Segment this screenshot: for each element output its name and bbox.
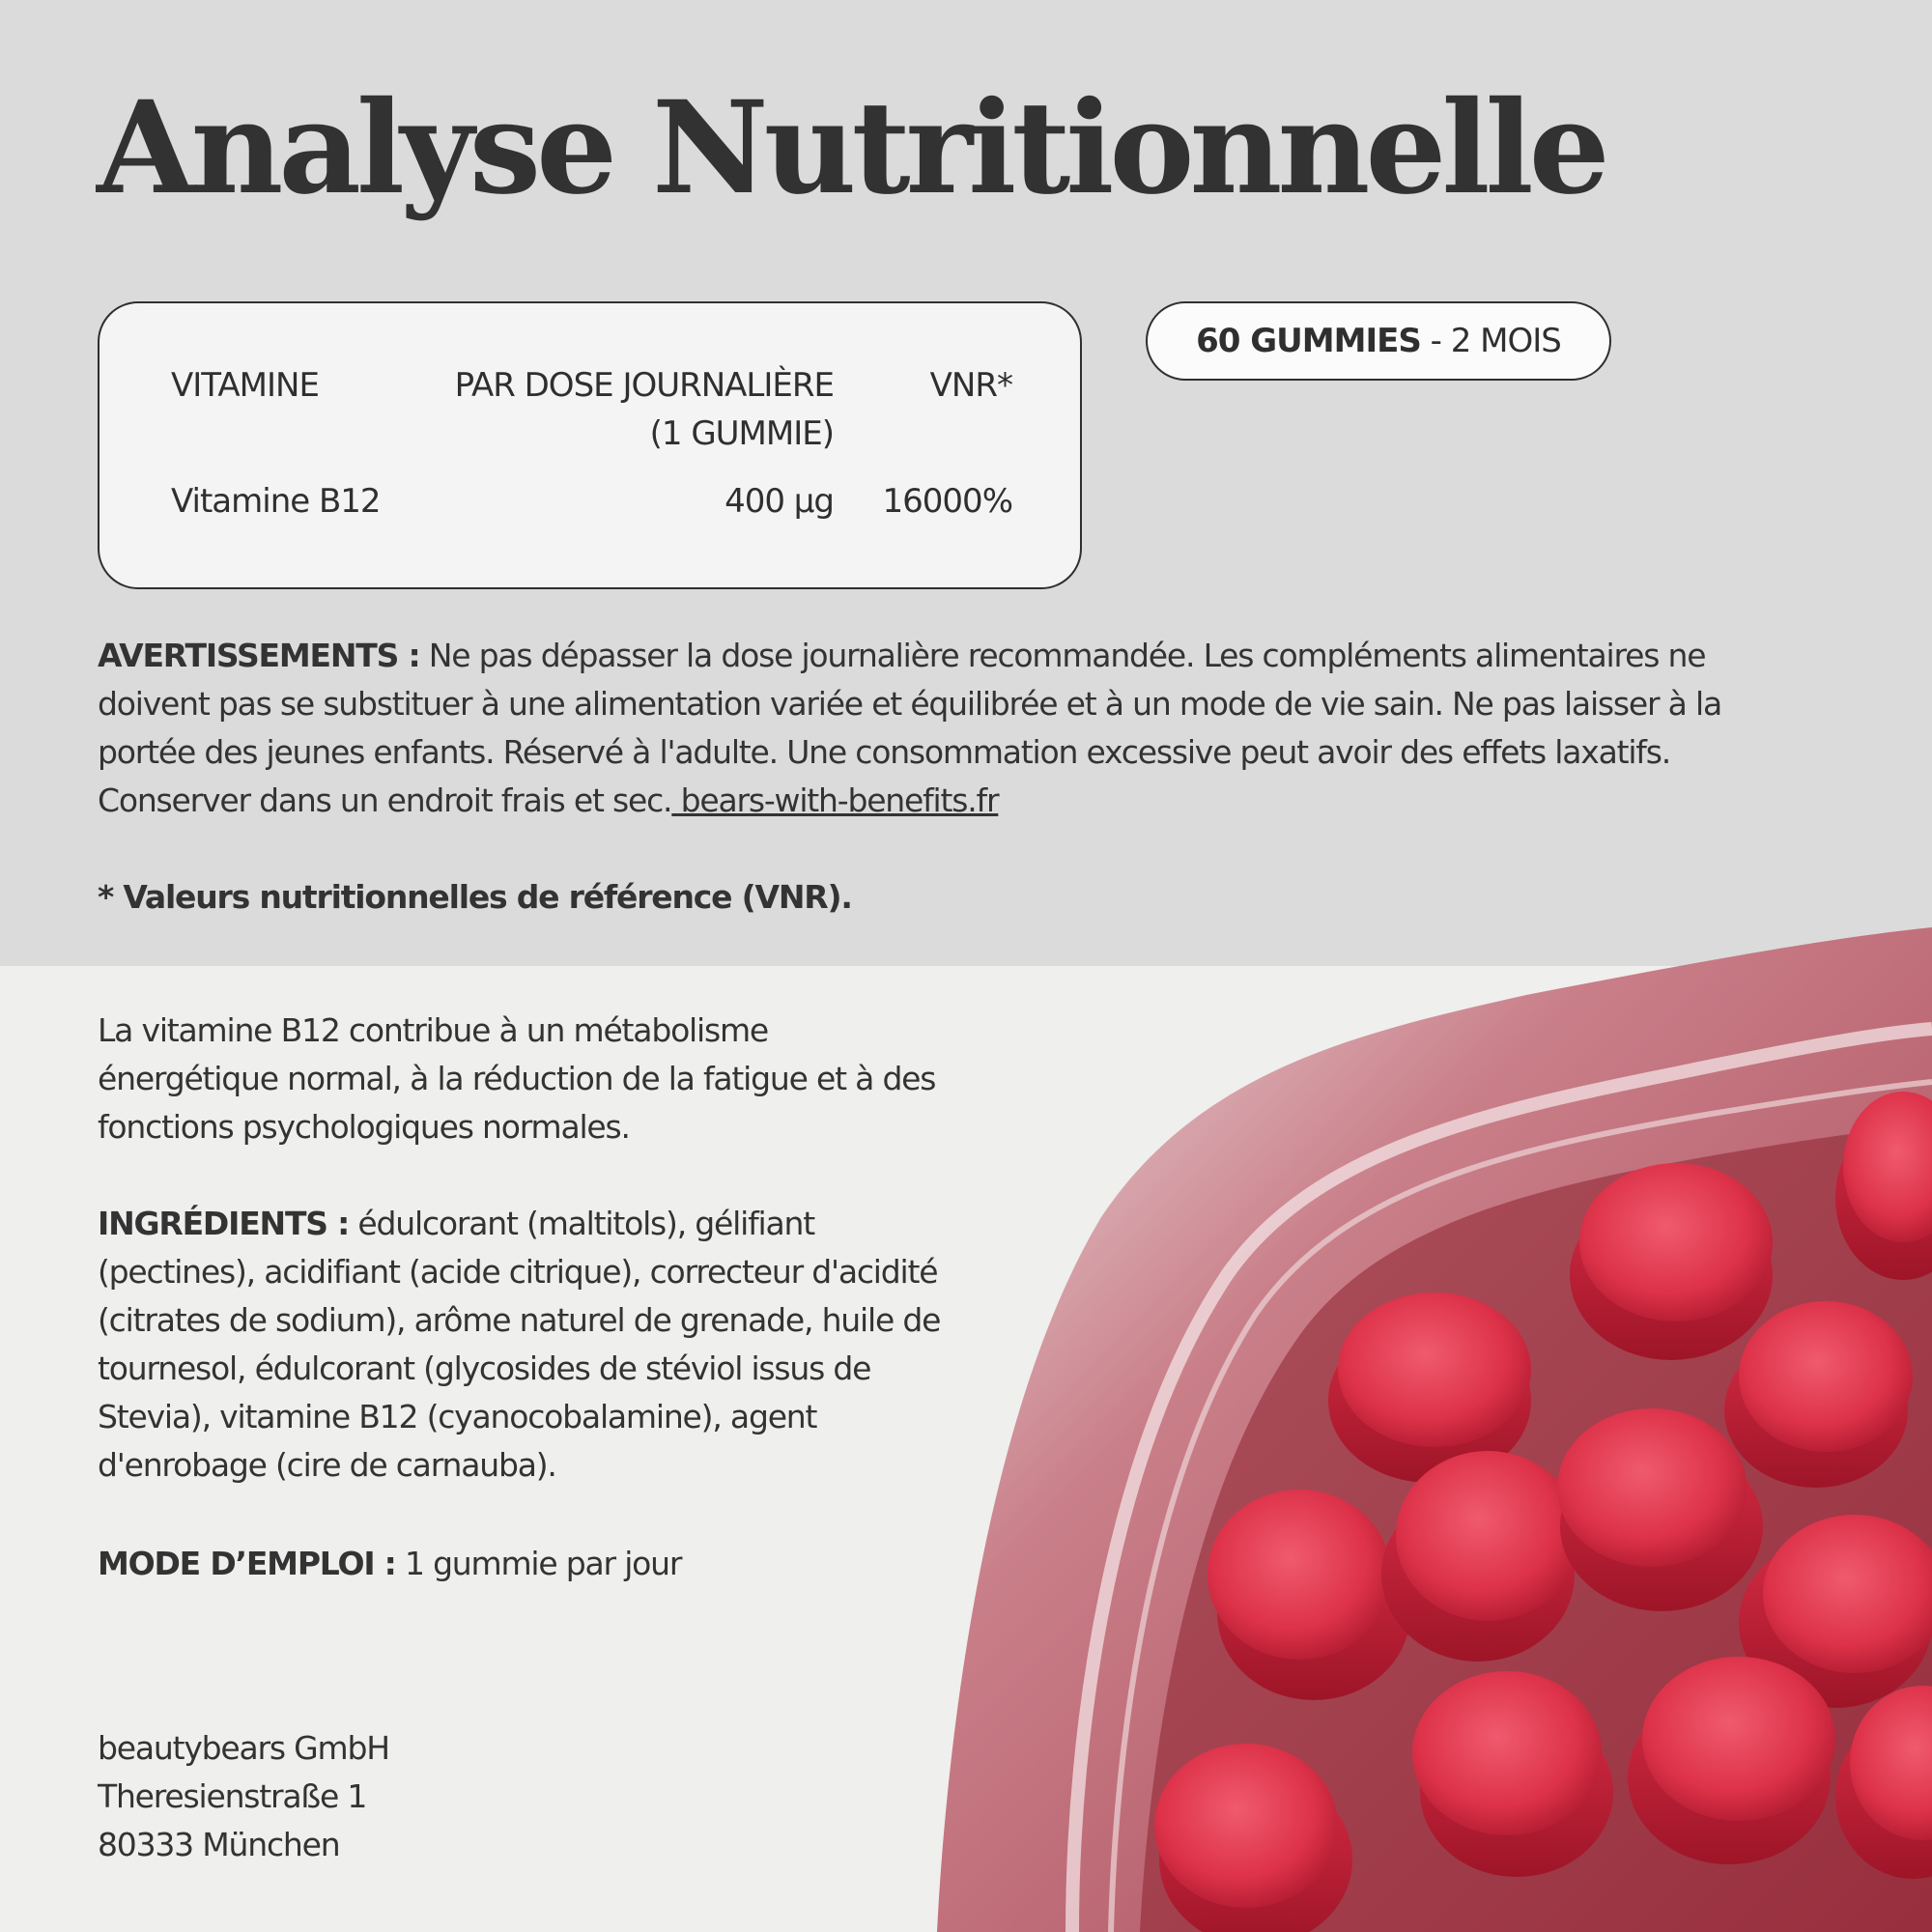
page-title: Analyse Nutritionnelle xyxy=(97,73,1605,223)
header-vnr: VNR* xyxy=(929,366,1012,405)
usage-text: 1 gummie par jour xyxy=(395,1545,682,1582)
quantity-badge-count: 60 GUMMIES xyxy=(1196,322,1421,360)
company-address xyxy=(98,1724,948,1869)
nutrition-table xyxy=(98,301,1082,589)
vnr-footnote: * Valeurs nutritionnelles de référence (VNR). xyxy=(98,878,852,916)
usage-label: MODE D’EMPLOI : xyxy=(98,1545,396,1582)
website-link[interactable]: bears-with-benefits.fr xyxy=(671,781,999,819)
row-vnr: 16000% xyxy=(882,482,1012,521)
warnings-text: Ne pas dépasser la dose journalière recommandée. Les compléments alimentaires ne doivent pas se substituer à une alimentation variée et équilibrée et à un mode de vie sain. Ne pas laisser à la portée des jeunes enfants. Réservé à l'adulte. Une consommation excessive peut avoir des effets laxatifs. Conserver dans un endroit frais et sec. xyxy=(98,637,1721,819)
ingredients-text: édulcorant (maltitols), gélifiant (pectines), acidifiant (acide citrique), correcteur d'acidité (citrates de sodium), arôme naturel de grenade, huile de tournesol, édulcorant (glycosides de stéviol issus de Stevia), vitamine B12 (cyanocobalamine), agent d'enrobage (cire de carnauba). xyxy=(98,1205,941,1484)
gummies-bag-photo xyxy=(908,908,1932,1932)
quantity-badge-duration: - 2 MOIS xyxy=(1420,322,1561,360)
header-daily-dose-line1: PAR DOSE JOURNALIÈRE xyxy=(454,366,834,405)
ingredients-label: INGRÉDIENTS : xyxy=(98,1205,350,1242)
header-daily-dose xyxy=(455,361,834,458)
row-dose: 400 µg xyxy=(724,482,834,521)
address-line-street: Theresienstraße 1 xyxy=(98,1777,367,1815)
header-vitamin: VITAMINE xyxy=(171,366,319,405)
row-vitamin: Vitamine B12 xyxy=(171,482,381,521)
warnings-label: AVERTISSEMENTS : xyxy=(98,637,420,674)
product-description: La vitamine B12 contribue à un métabolisme énergétique normal, à la réduction de la fatigue et à des fonctions psychologiques normales. xyxy=(98,1011,936,1146)
address-line-city: 80333 München xyxy=(98,1826,340,1863)
header-daily-dose-line2: (1 GUMMIE) xyxy=(649,414,834,453)
ingredients-paragraph xyxy=(98,1200,948,1490)
warnings-paragraph xyxy=(98,632,1778,825)
quantity-badge xyxy=(1146,301,1611,381)
address-line-company: beautybears GmbH xyxy=(98,1729,389,1767)
usage-paragraph xyxy=(98,1540,948,1588)
